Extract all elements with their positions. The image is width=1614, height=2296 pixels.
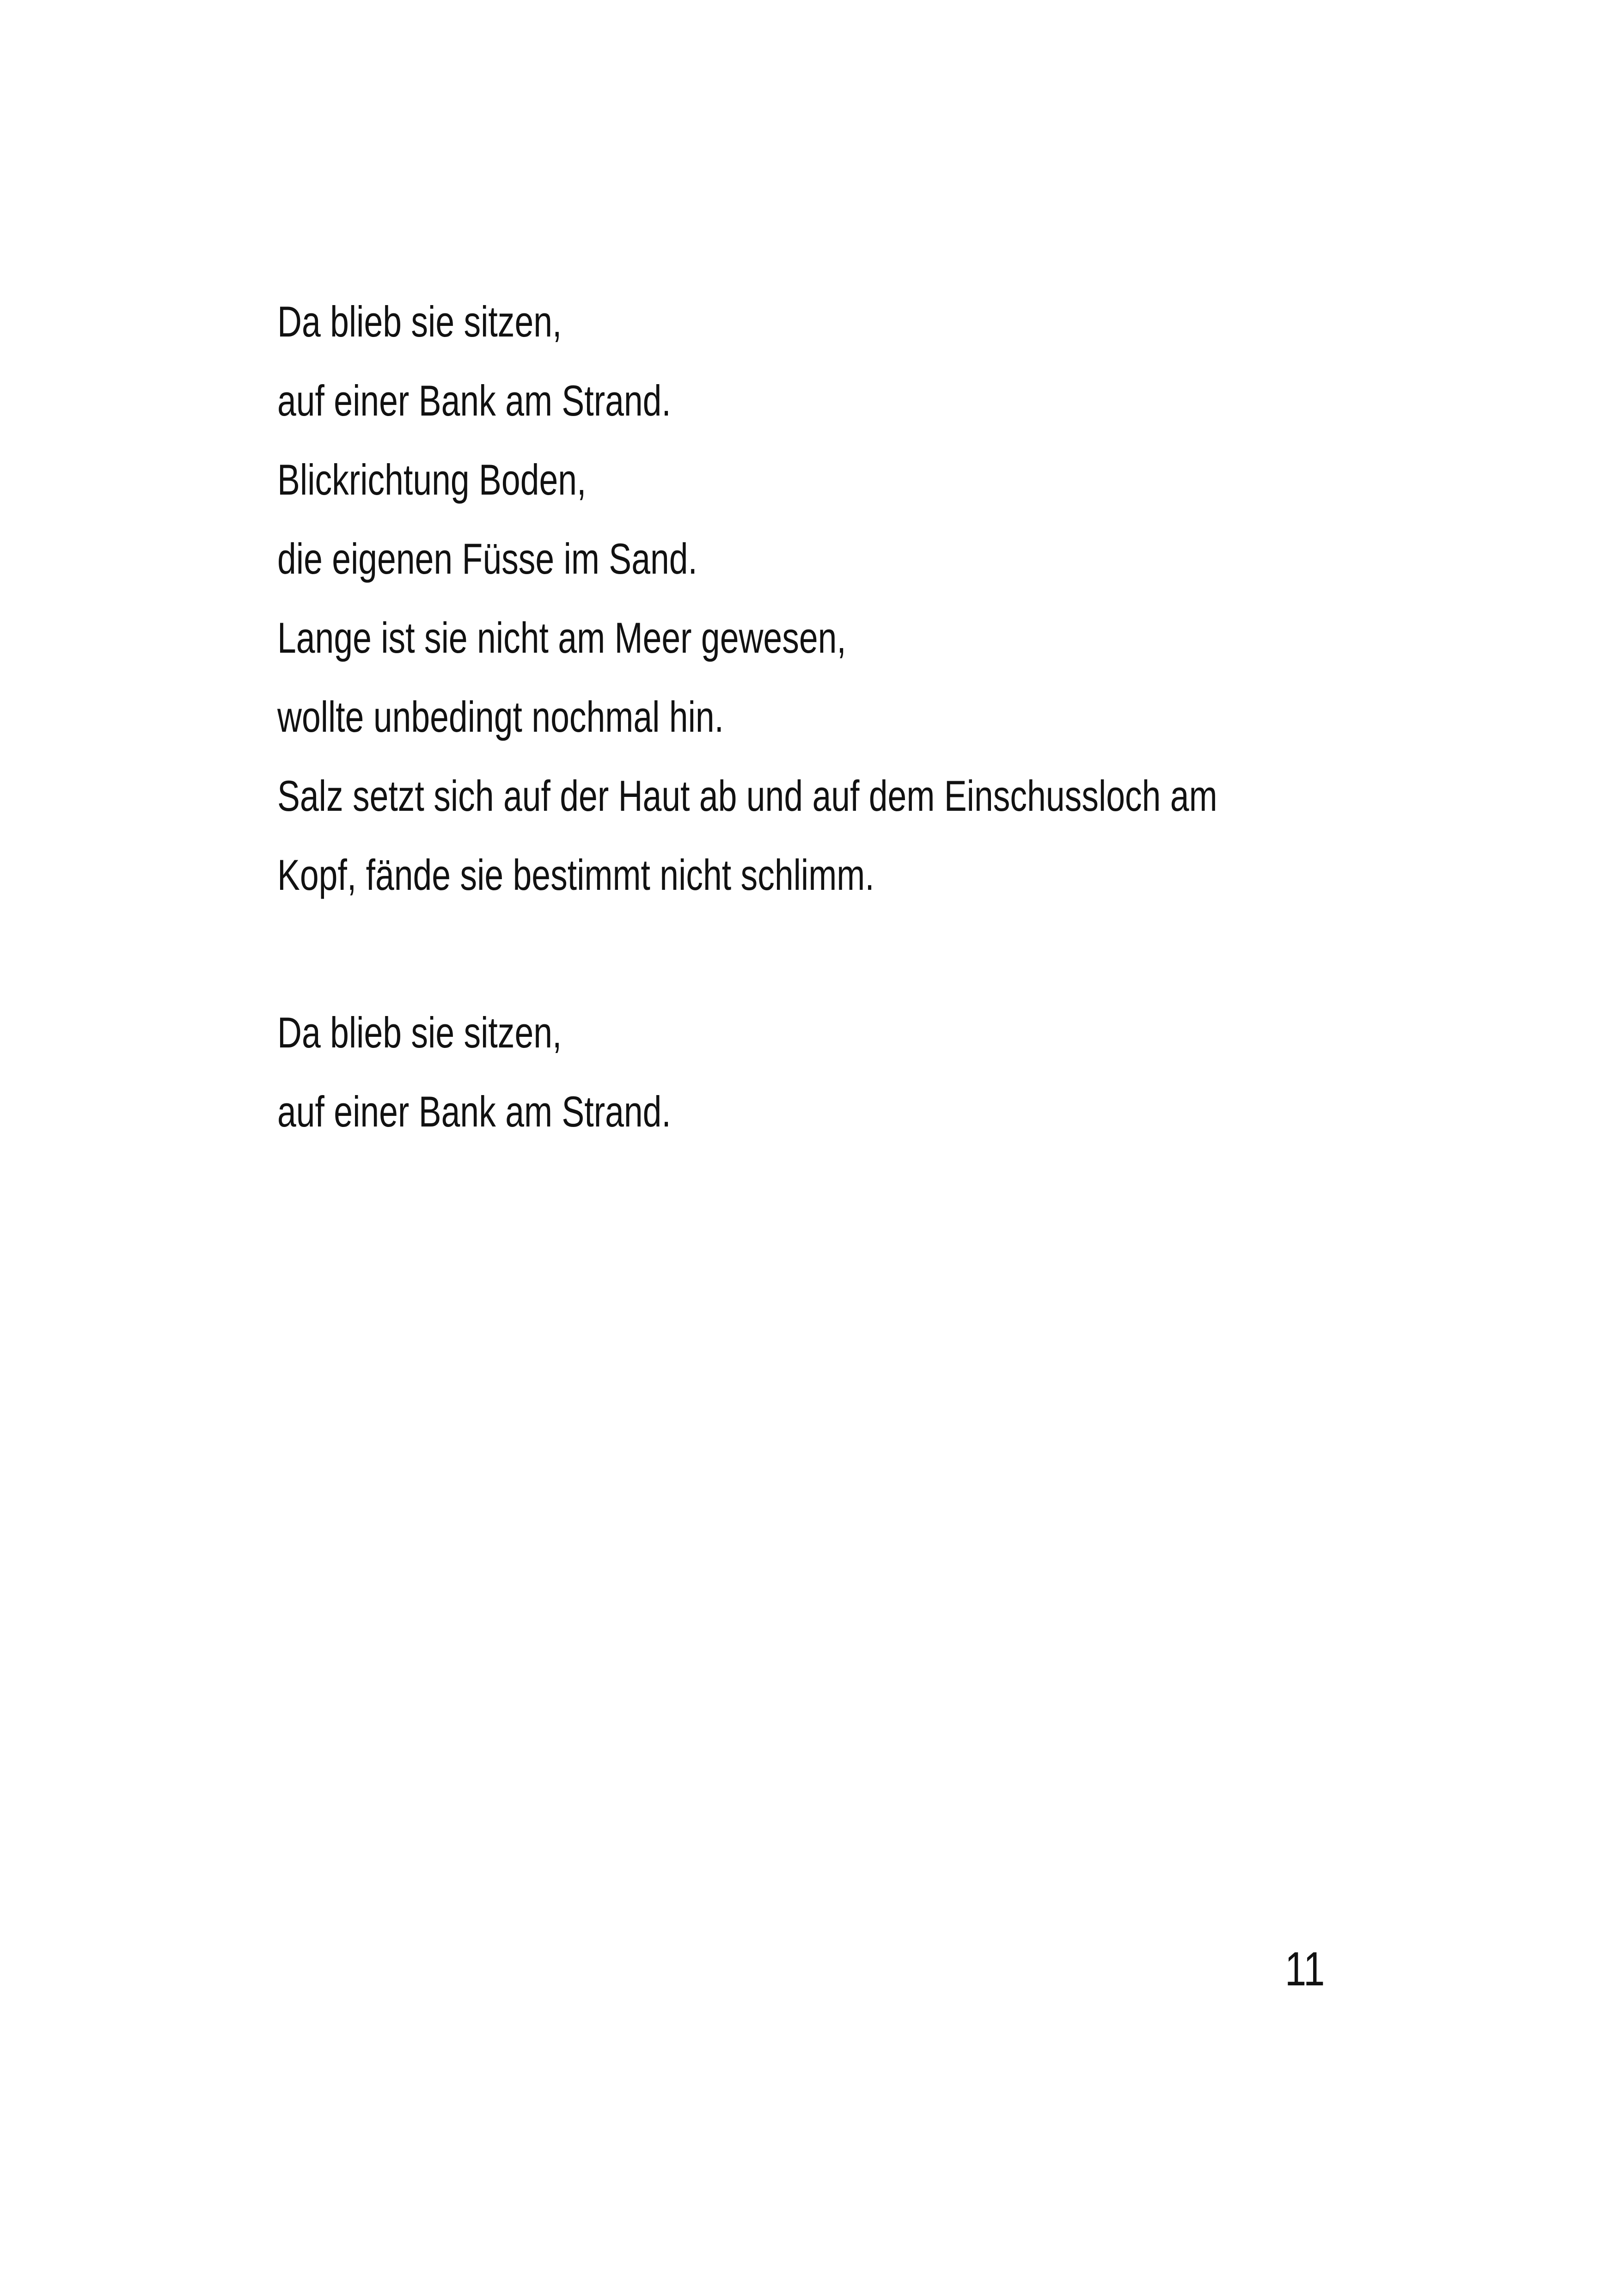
poem-line: Blickrichtung Boden, — [277, 455, 587, 504]
poem-line: auf einer Bank am Strand. — [277, 1087, 671, 1136]
poem-line: Salz setzt sich auf der Haut ab und auf dem Einschussloch am — [277, 771, 1217, 820]
stanza-1 — [277, 282, 1433, 914]
poem-line: Lange ist sie nicht am Meer gewesen, — [277, 613, 846, 662]
poem-line: die eigenen Füsse im Sand. — [277, 534, 697, 583]
poem — [277, 282, 1433, 1151]
poem-line: Kopf, fände sie bestimmt nicht schlimm. — [277, 851, 874, 899]
poem-line: Da blieb sie sitzen, — [277, 1008, 562, 1057]
poem-line: Da blieb sie sitzen, — [277, 297, 562, 346]
page-number: 11 — [1285, 1942, 1325, 1996]
poem-line: wollte unbedingt nochmal hin. — [277, 692, 724, 741]
poem-line: auf einer Bank am Strand. — [277, 376, 671, 425]
stanza-2 — [277, 993, 1433, 1151]
